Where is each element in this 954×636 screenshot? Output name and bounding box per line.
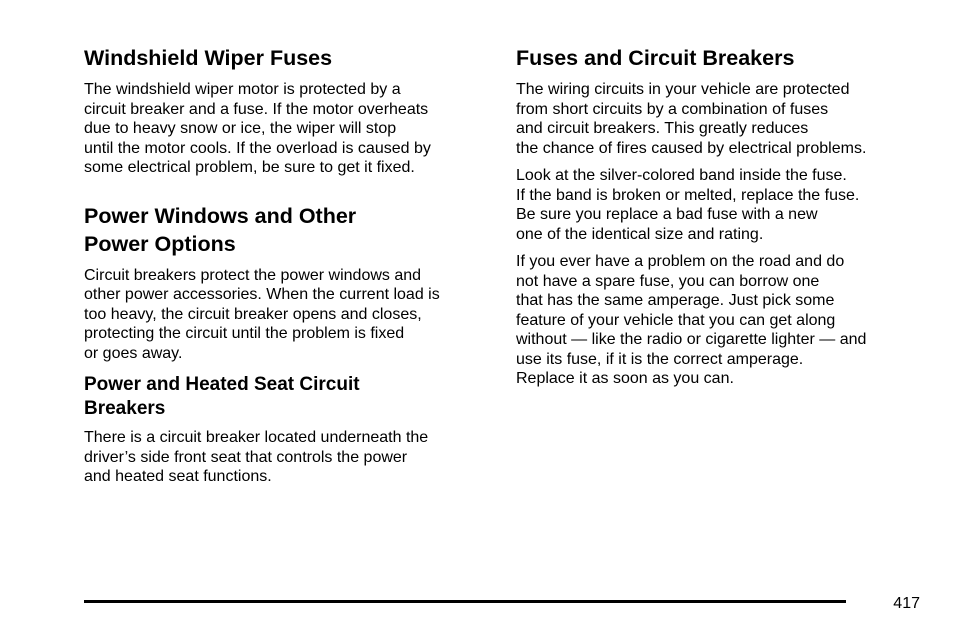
text-line: and heated seat functions. — [84, 468, 272, 485]
text-line: If you ever have a problem on the road and do — [516, 253, 845, 270]
text-line: Circuit breakers protect the power windows and — [84, 266, 422, 284]
text-line: without — like the radio or cigarette lighter — and — [516, 331, 867, 348]
paragraph-fuses-intro — [516, 80, 926, 158]
page-number: 417 — [893, 595, 920, 612]
text-line: or goes away. — [84, 344, 183, 362]
text-line: the chance of fires caused by electrical problems. — [516, 139, 867, 157]
text-line: Replace it as soon as you can. — [516, 370, 734, 387]
paragraph-windshield-wiper — [84, 80, 494, 178]
heading-line: Power and Heated Seat Circuit — [84, 374, 360, 395]
text-line: circuit breaker and a fuse. If the motor overheats — [84, 100, 429, 118]
text-line: Look at the silver-colored band inside the fuse. — [516, 167, 847, 184]
text-line: due to heavy snow or ice, the wiper will stop — [84, 120, 397, 137]
paragraph-heated-seat — [84, 428, 494, 487]
text-line: from short circuits by a combination of fuses — [516, 100, 829, 118]
right-column — [516, 44, 926, 397]
heading-fuses-circuit-breakers: Fuses and Circuit Breakers — [516, 46, 795, 70]
text-line: and circuit breakers. This greatly reduces — [516, 120, 809, 137]
text-line: feature of your vehicle that you can get along — [516, 311, 836, 329]
text-line: one of the identical size and rating. — [516, 225, 764, 243]
paragraph-fuse-inspection — [516, 166, 926, 244]
heading-power-windows — [84, 202, 494, 258]
text-line: not have a spare fuse, you can borrow one — [516, 272, 820, 290]
text-line: The windshield wiper motor is protected by a — [84, 81, 401, 98]
footer-rule — [84, 600, 846, 603]
heading-line: Power Options — [84, 231, 236, 256]
heading-line: Breakers — [84, 398, 166, 419]
text-line: use its fuse, if it is the correct amperage. — [516, 350, 804, 368]
text-line: protecting the circuit until the problem is fixed — [84, 325, 405, 342]
text-line: some electrical problem, be sure to get it fixed. — [84, 159, 415, 176]
heading-heated-seat-breakers — [84, 373, 494, 421]
text-line: The wiring circuits in your vehicle are protected — [516, 81, 850, 98]
heading-line: Power Windows and Other — [84, 203, 357, 228]
paragraph-power-windows — [84, 266, 494, 364]
text-line: other power accessories. When the current load is — [84, 286, 440, 303]
text-line: too heavy, the circuit breaker opens and closes, — [84, 305, 422, 323]
text-line: Be sure you replace a bad fuse with a new — [516, 206, 818, 223]
text-line: that has the same amperage. Just pick some — [516, 292, 835, 309]
text-line: If the band is broken or melted, replace the fuse. — [516, 186, 860, 204]
paragraph-borrow-fuse — [516, 252, 926, 389]
text-line: There is a circuit breaker located underneath the — [84, 429, 429, 446]
heading-windshield-wiper-fuses: Windshield Wiper Fuses — [84, 46, 333, 70]
text-line: until the motor cools. If the overload is caused by — [84, 139, 431, 157]
left-column — [84, 44, 494, 495]
text-line: driver’s side front seat that controls the power — [84, 448, 408, 466]
